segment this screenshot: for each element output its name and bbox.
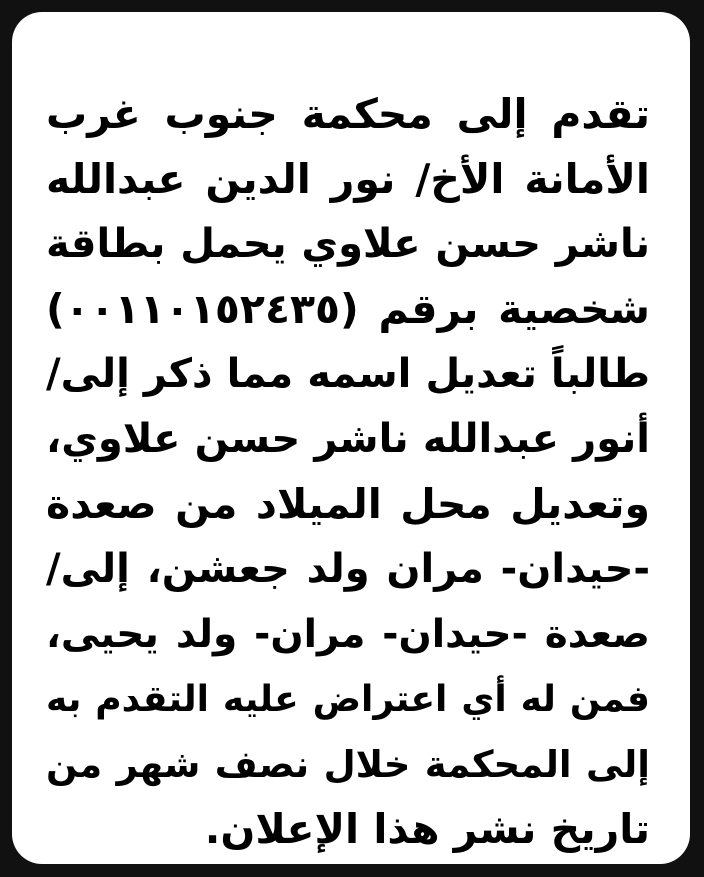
notice-line: صعدة -حيدان- مران- ولد يحيى،	[46, 612, 650, 657]
notice-line: تقدم إلى محكمة جنوب غرب	[46, 90, 650, 138]
notice-line: أنور عبدالله ناشر حسن علاوي،	[46, 416, 650, 462]
notice-line: ناشر حسن علاوي يحمل بطاقة	[46, 221, 650, 267]
notice-line: وتعديل محل الميلاد من صعدة	[46, 480, 650, 528]
notice-line: -حيدان- مران ولد جعشن، إلى/	[46, 546, 650, 592]
notice-line: طالباً تعديل اسمه مما ذكر إلى/	[46, 351, 650, 397]
notice-line: فمن له أي اعتراض عليه التقدم به	[46, 679, 650, 720]
notice-card	[12, 12, 690, 864]
notice-line: شخصية برقم (٠٠١١٠١٥٢٤٣٥)	[46, 285, 650, 333]
notice-line: الأمانة الأخ/ نور الدين عبدالله	[46, 155, 650, 203]
notice-line: إلى المحكمة خلال نصف شهر من	[46, 743, 650, 786]
notice-line: تاريخ نشر هذا الإعلان.	[204, 805, 650, 853]
notice-text	[46, 82, 650, 862]
